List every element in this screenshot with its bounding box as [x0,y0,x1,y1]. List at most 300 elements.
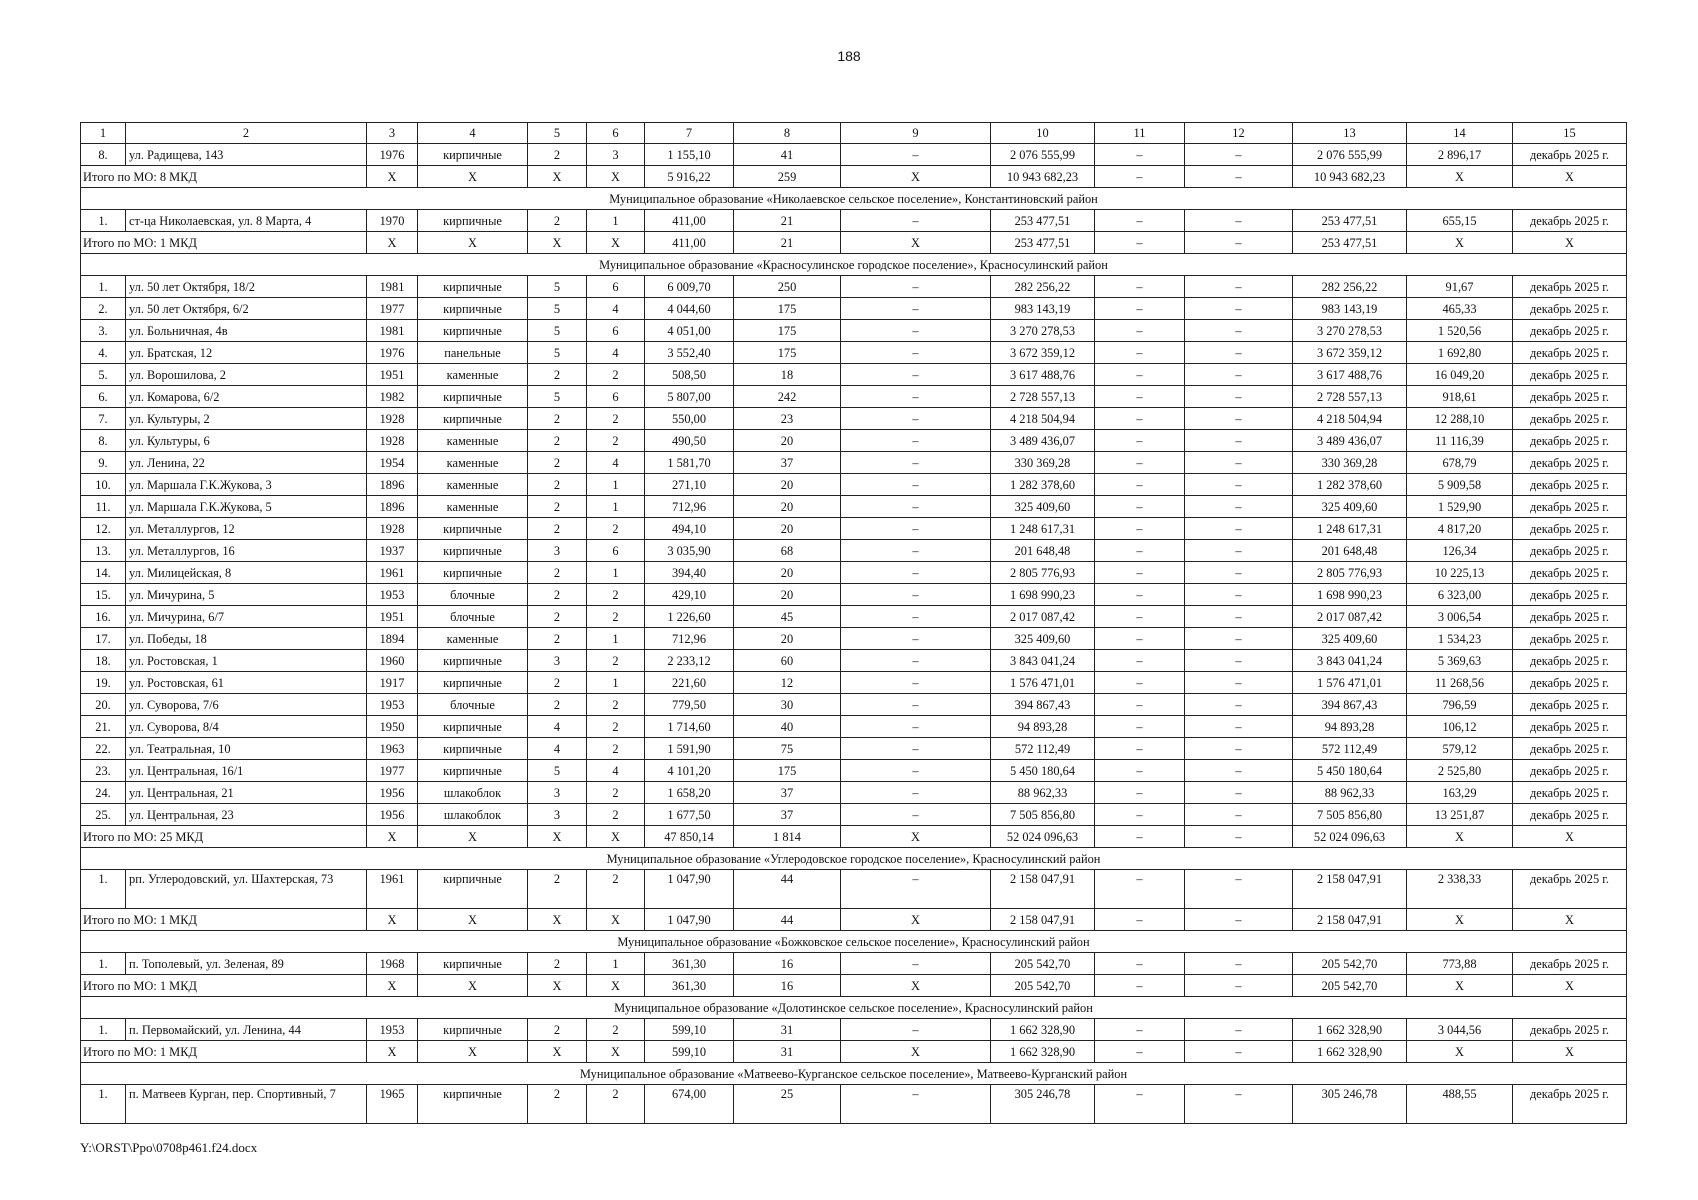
deadline-cell: декабрь 2025 г. [1513,584,1627,606]
total-mat-cell: Х [418,826,528,848]
total-c13-cell: 2 158 047,91 [1293,909,1407,931]
year-cell: 1928 [367,430,418,452]
total-c11-cell: – [1095,909,1185,931]
entrances-cell: 3 [587,144,645,166]
municipality-total-row [81,166,1627,188]
year-cell: 1894 [367,628,418,650]
col9-cell: – [841,738,991,760]
area-cell: 4 101,20 [645,760,734,782]
col11-cell: – [1095,1085,1185,1124]
floors-cell: 3 [528,540,587,562]
deadline-cell: декабрь 2025 г. [1513,694,1627,716]
residents-cell: 44 [734,870,841,909]
total-c13-cell: 52 024 096,63 [1293,826,1407,848]
address-cell: ул. Центральная, 23 [126,804,367,826]
col11-cell: – [1095,953,1185,975]
total-ent-cell: Х [587,975,645,997]
address-cell: ул. Мичурина, 6/7 [126,606,367,628]
address-cell: ул. Радищева, 143 [126,144,367,166]
total-mat-cell: Х [418,975,528,997]
area-cell: 429,10 [645,584,734,606]
address-cell: ул. 50 лет Октября, 6/2 [126,298,367,320]
area-cell: 494,10 [645,518,734,540]
total-c14-cell: Х [1407,166,1513,188]
row-number: 1. [81,276,126,298]
total-ent-cell: Х [587,1041,645,1063]
cost-per-sqm-cell: 773,88 [1407,953,1513,975]
col12-cell: – [1185,452,1293,474]
entrances-cell: 2 [587,694,645,716]
area-cell: 1 658,20 [645,782,734,804]
cost-per-sqm-cell: 2 338,33 [1407,870,1513,909]
cost-per-sqm-cell: 918,61 [1407,386,1513,408]
row-number: 19. [81,672,126,694]
total-cost-cell: 1 576 471,01 [1293,672,1407,694]
total-c11-cell: – [1095,1041,1185,1063]
area-cell: 674,00 [645,1085,734,1124]
address-cell: ул. Культуры, 2 [126,408,367,430]
row-number: 15. [81,584,126,606]
year-cell: 1896 [367,474,418,496]
cost-per-sqm-cell: 10 225,13 [1407,562,1513,584]
floors-cell: 2 [528,430,587,452]
address-cell: ул. Больничная, 4в [126,320,367,342]
area-cell: 712,96 [645,496,734,518]
col11-cell: – [1095,144,1185,166]
floors-cell: 2 [528,210,587,232]
column-number-cell: 3 [367,123,418,144]
col11-cell: – [1095,760,1185,782]
deadline-cell: декабрь 2025 г. [1513,540,1627,562]
col9-cell: – [841,298,991,320]
col9-cell: – [841,540,991,562]
residents-cell: 68 [734,540,841,562]
total-cost-cell: 2 158 047,91 [1293,870,1407,909]
cost-cell: 201 648,48 [991,540,1095,562]
building-row [81,364,1627,386]
entrances-cell: 4 [587,342,645,364]
column-number-cell: 8 [734,123,841,144]
cost-per-sqm-cell: 579,12 [1407,738,1513,760]
address-cell: ул. Братская, 12 [126,342,367,364]
municipality-total-row [81,232,1627,254]
floors-cell: 2 [528,870,587,909]
deadline-cell: декабрь 2025 г. [1513,628,1627,650]
floors-cell: 5 [528,320,587,342]
cost-cell: 3 843 041,24 [991,650,1095,672]
deadline-cell: декабрь 2025 г. [1513,606,1627,628]
address-cell: ул. Ворошилова, 2 [126,364,367,386]
area-cell: 599,10 [645,1019,734,1041]
total-label: Итого по МО: 1 МКД [81,232,367,254]
col9-cell: – [841,953,991,975]
address-cell: ул. Победы, 18 [126,628,367,650]
total-mat-cell: Х [418,1041,528,1063]
col12-cell: – [1185,584,1293,606]
floors-cell: 5 [528,298,587,320]
cost-cell: 1 282 378,60 [991,474,1095,496]
wall-material-cell: кирпичные [418,386,528,408]
deadline-cell: декабрь 2025 г. [1513,782,1627,804]
col11-cell: – [1095,650,1185,672]
col12-cell: – [1185,562,1293,584]
total-cost-cell: 394 867,43 [1293,694,1407,716]
residents-cell: 30 [734,694,841,716]
col9-cell: – [841,144,991,166]
year-cell: 1965 [367,1085,418,1124]
total-cost-cell: 1 248 617,31 [1293,518,1407,540]
year-cell: 1917 [367,672,418,694]
total-c14-cell: Х [1407,826,1513,848]
cost-cell: 2 017 087,42 [991,606,1095,628]
entrances-cell: 6 [587,276,645,298]
row-number: 16. [81,606,126,628]
cost-per-sqm-cell: 5 369,63 [1407,650,1513,672]
address-cell: ул. Комарова, 6/2 [126,386,367,408]
total-area-cell: 599,10 [645,1041,734,1063]
municipality-title: Муниципальное образование «Божковское сельское поселение», Красносулинский район [81,931,1627,953]
col11-cell: – [1095,716,1185,738]
total-cost-cell: 325 409,60 [1293,628,1407,650]
total-cost-cell: 201 648,48 [1293,540,1407,562]
municipality-total-row [81,975,1627,997]
year-cell: 1928 [367,408,418,430]
floors-cell: 2 [528,672,587,694]
total-res-cell: 259 [734,166,841,188]
cost-per-sqm-cell: 163,29 [1407,782,1513,804]
total-area-cell: 411,00 [645,232,734,254]
municipality-section-row [81,931,1627,953]
residents-cell: 175 [734,342,841,364]
residents-cell: 20 [734,628,841,650]
residents-cell: 175 [734,298,841,320]
address-cell: ул. Мичурина, 5 [126,584,367,606]
area-cell: 508,50 [645,364,734,386]
col9-cell: – [841,870,991,909]
deadline-cell: декабрь 2025 г. [1513,298,1627,320]
col9-cell: – [841,760,991,782]
wall-material-cell: кирпичные [418,1085,528,1124]
row-number: 20. [81,694,126,716]
total-year-cell: Х [367,232,418,254]
area-cell: 1 677,50 [645,804,734,826]
address-cell: ул. Центральная, 16/1 [126,760,367,782]
total-cost-cell: 253 477,51 [991,232,1095,254]
building-row [81,408,1627,430]
municipality-title: Муниципальное образование «Красносулинское городское поселение», Красносулинский район [81,254,1627,276]
total-cost-cell: 983 143,19 [1293,298,1407,320]
floors-cell: 2 [528,408,587,430]
column-number-cell: 4 [418,123,528,144]
total-cost-cell: 305 246,78 [1293,1085,1407,1124]
column-number-cell: 14 [1407,123,1513,144]
total-fl-cell: Х [528,909,587,931]
entrances-cell: 6 [587,320,645,342]
cost-cell: 2 728 557,13 [991,386,1095,408]
col12-cell: – [1185,144,1293,166]
total-res-cell: 44 [734,909,841,931]
cost-cell: 253 477,51 [991,210,1095,232]
municipality-title: Муниципальное образование «Долотинское сельское поселение», Красносулинский район [81,997,1627,1019]
col11-cell: – [1095,452,1185,474]
wall-material-cell: шлакоблок [418,804,528,826]
deadline-cell: декабрь 2025 г. [1513,320,1627,342]
entrances-cell: 6 [587,540,645,562]
building-row [81,584,1627,606]
column-number-cell: 7 [645,123,734,144]
entrances-cell: 2 [587,364,645,386]
residents-cell: 37 [734,452,841,474]
col9-cell: – [841,452,991,474]
residents-cell: 20 [734,562,841,584]
total-date-cell: Х [1513,166,1627,188]
col11-cell: – [1095,408,1185,430]
total-cost-cell: 4 218 504,94 [1293,408,1407,430]
column-number-row [81,123,1627,144]
address-cell: ул. Театральная, 10 [126,738,367,760]
year-cell: 1961 [367,870,418,909]
column-number-cell: 13 [1293,123,1407,144]
municipality-total-row [81,1041,1627,1063]
col12-cell: – [1185,606,1293,628]
total-c11-cell: – [1095,166,1185,188]
col9-cell: – [841,320,991,342]
total-date-cell: Х [1513,909,1627,931]
col12-cell: – [1185,474,1293,496]
column-number-cell: 12 [1185,123,1293,144]
col11-cell: – [1095,430,1185,452]
cost-cell: 330 369,28 [991,452,1095,474]
entrances-cell: 6 [587,386,645,408]
cost-cell: 1 698 990,23 [991,584,1095,606]
floors-cell: 5 [528,760,587,782]
col11-cell: – [1095,738,1185,760]
col12-cell: – [1185,364,1293,386]
cost-per-sqm-cell: 11 268,56 [1407,672,1513,694]
address-cell: ул. Культуры, 6 [126,430,367,452]
total-cost-cell: 1 698 990,23 [1293,584,1407,606]
year-cell: 1976 [367,342,418,364]
floors-cell: 2 [528,606,587,628]
year-cell: 1953 [367,694,418,716]
wall-material-cell: кирпичные [418,760,528,782]
cost-cell: 282 256,22 [991,276,1095,298]
col9-cell: – [841,474,991,496]
col12-cell: – [1185,953,1293,975]
year-cell: 1976 [367,144,418,166]
col9-cell: – [841,606,991,628]
col11-cell: – [1095,672,1185,694]
year-cell: 1956 [367,804,418,826]
entrances-cell: 2 [587,584,645,606]
total-c9-cell: Х [841,166,991,188]
total-c11-cell: – [1095,826,1185,848]
address-cell: ул. Ленина, 22 [126,452,367,474]
row-number: 1. [81,953,126,975]
total-cost-cell: 2 805 776,93 [1293,562,1407,584]
total-cost-cell: 2 728 557,13 [1293,386,1407,408]
year-cell: 1896 [367,496,418,518]
col11-cell: – [1095,540,1185,562]
area-cell: 4 051,00 [645,320,734,342]
residents-cell: 60 [734,650,841,672]
floors-cell: 2 [528,364,587,386]
area-cell: 490,50 [645,430,734,452]
deadline-cell: декабрь 2025 г. [1513,716,1627,738]
col9-cell: – [841,430,991,452]
total-c14-cell: Х [1407,1041,1513,1063]
col9-cell: – [841,804,991,826]
row-number: 1. [81,1085,126,1124]
entrances-cell: 2 [587,430,645,452]
address-cell: ул. Маршала Г.К.Жукова, 5 [126,496,367,518]
total-cost-cell: 2 017 087,42 [1293,606,1407,628]
entrances-cell: 2 [587,1085,645,1124]
total-cost-cell: 88 962,33 [1293,782,1407,804]
col9-cell: – [841,782,991,804]
total-label: Итого по МО: 25 МКД [81,826,367,848]
total-date-cell: Х [1513,1041,1627,1063]
total-c12-cell: – [1185,826,1293,848]
municipality-section-row [81,254,1627,276]
total-c13-cell: 205 542,70 [1293,975,1407,997]
total-cost-cell: 94 893,28 [1293,716,1407,738]
residents-cell: 37 [734,782,841,804]
cost-cell: 205 542,70 [991,953,1095,975]
total-cost-cell: 205 542,70 [991,975,1095,997]
total-fl-cell: Х [528,232,587,254]
col9-cell: – [841,386,991,408]
municipality-total-row [81,826,1627,848]
building-row [81,474,1627,496]
address-cell: ул. Металлургов, 12 [126,518,367,540]
building-row [81,738,1627,760]
building-row [81,606,1627,628]
col11-cell: – [1095,782,1185,804]
area-cell: 712,96 [645,628,734,650]
wall-material-cell: каменные [418,496,528,518]
col12-cell: – [1185,540,1293,562]
column-number-cell: 5 [528,123,587,144]
building-row [81,716,1627,738]
area-cell: 271,10 [645,474,734,496]
col11-cell: – [1095,518,1185,540]
cost-per-sqm-cell: 1 520,56 [1407,320,1513,342]
col12-cell: – [1185,804,1293,826]
cost-per-sqm-cell: 655,15 [1407,210,1513,232]
area-cell: 411,00 [645,210,734,232]
building-row [81,694,1627,716]
cost-per-sqm-cell: 12 288,10 [1407,408,1513,430]
row-number: 13. [81,540,126,562]
building-row [81,540,1627,562]
deadline-cell: декабрь 2025 г. [1513,518,1627,540]
deadline-cell: декабрь 2025 г. [1513,760,1627,782]
total-cost-cell: 1 662 328,90 [1293,1019,1407,1041]
entrances-cell: 2 [587,738,645,760]
cost-per-sqm-cell: 126,34 [1407,540,1513,562]
year-cell: 1981 [367,320,418,342]
entrances-cell: 2 [587,782,645,804]
total-date-cell: Х [1513,975,1627,997]
year-cell: 1970 [367,210,418,232]
col9-cell: – [841,210,991,232]
total-c14-cell: Х [1407,909,1513,931]
total-ent-cell: Х [587,826,645,848]
deadline-cell: декабрь 2025 г. [1513,1019,1627,1041]
row-number: 3. [81,320,126,342]
col12-cell: – [1185,650,1293,672]
col12-cell: – [1185,342,1293,364]
total-cost-cell: 1 662 328,90 [991,1041,1095,1063]
deadline-cell: декабрь 2025 г. [1513,650,1627,672]
cost-per-sqm-cell: 6 323,00 [1407,584,1513,606]
municipality-title: Муниципальное образование «Матвеево-Курганское сельское поселение», Матвеево-Курганский район [81,1063,1627,1085]
total-year-cell: Х [367,1041,418,1063]
footer-file-path: Y:\ORST\Ppo\0708p461.f24.docx [80,1140,258,1155]
floors-cell: 3 [528,782,587,804]
total-fl-cell: Х [528,166,587,188]
total-c9-cell: Х [841,826,991,848]
row-number: 4. [81,342,126,364]
total-mat-cell: Х [418,166,528,188]
address-cell: рп. Углеродовский, ул. Шахтерская, 73 [126,870,367,909]
col11-cell: – [1095,210,1185,232]
total-year-cell: Х [367,826,418,848]
total-c12-cell: – [1185,232,1293,254]
year-cell: 1960 [367,650,418,672]
residents-cell: 23 [734,408,841,430]
total-c12-cell: – [1185,1041,1293,1063]
col9-cell: – [841,364,991,386]
cost-cell: 2 076 555,99 [991,144,1095,166]
col9-cell: – [841,672,991,694]
total-res-cell: 21 [734,232,841,254]
wall-material-cell: каменные [418,430,528,452]
residents-cell: 175 [734,320,841,342]
total-label: Итого по МО: 1 МКД [81,909,367,931]
building-row [81,386,1627,408]
cost-cell: 1 248 617,31 [991,518,1095,540]
area-cell: 394,40 [645,562,734,584]
building-row [81,210,1627,232]
building-row [81,1085,1627,1124]
building-row [81,953,1627,975]
col9-cell: – [841,1019,991,1041]
wall-material-cell: кирпичные [418,518,528,540]
column-number-cell: 2 [126,123,367,144]
year-cell: 1928 [367,518,418,540]
total-area-cell: 47 850,14 [645,826,734,848]
floors-cell: 2 [528,452,587,474]
col11-cell: – [1095,342,1185,364]
entrances-cell: 2 [587,408,645,430]
deadline-cell: декабрь 2025 г. [1513,210,1627,232]
floors-cell: 5 [528,386,587,408]
deadline-cell: декабрь 2025 г. [1513,452,1627,474]
wall-material-cell: кирпичные [418,144,528,166]
row-number: 1. [81,1019,126,1041]
cost-per-sqm-cell: 13 251,87 [1407,804,1513,826]
cost-per-sqm-cell: 91,67 [1407,276,1513,298]
total-cost-cell: 572 112,49 [1293,738,1407,760]
row-number: 22. [81,738,126,760]
year-cell: 1982 [367,386,418,408]
residents-cell: 12 [734,672,841,694]
entrances-cell: 2 [587,804,645,826]
wall-material-cell: кирпичные [418,650,528,672]
row-number: 5. [81,364,126,386]
